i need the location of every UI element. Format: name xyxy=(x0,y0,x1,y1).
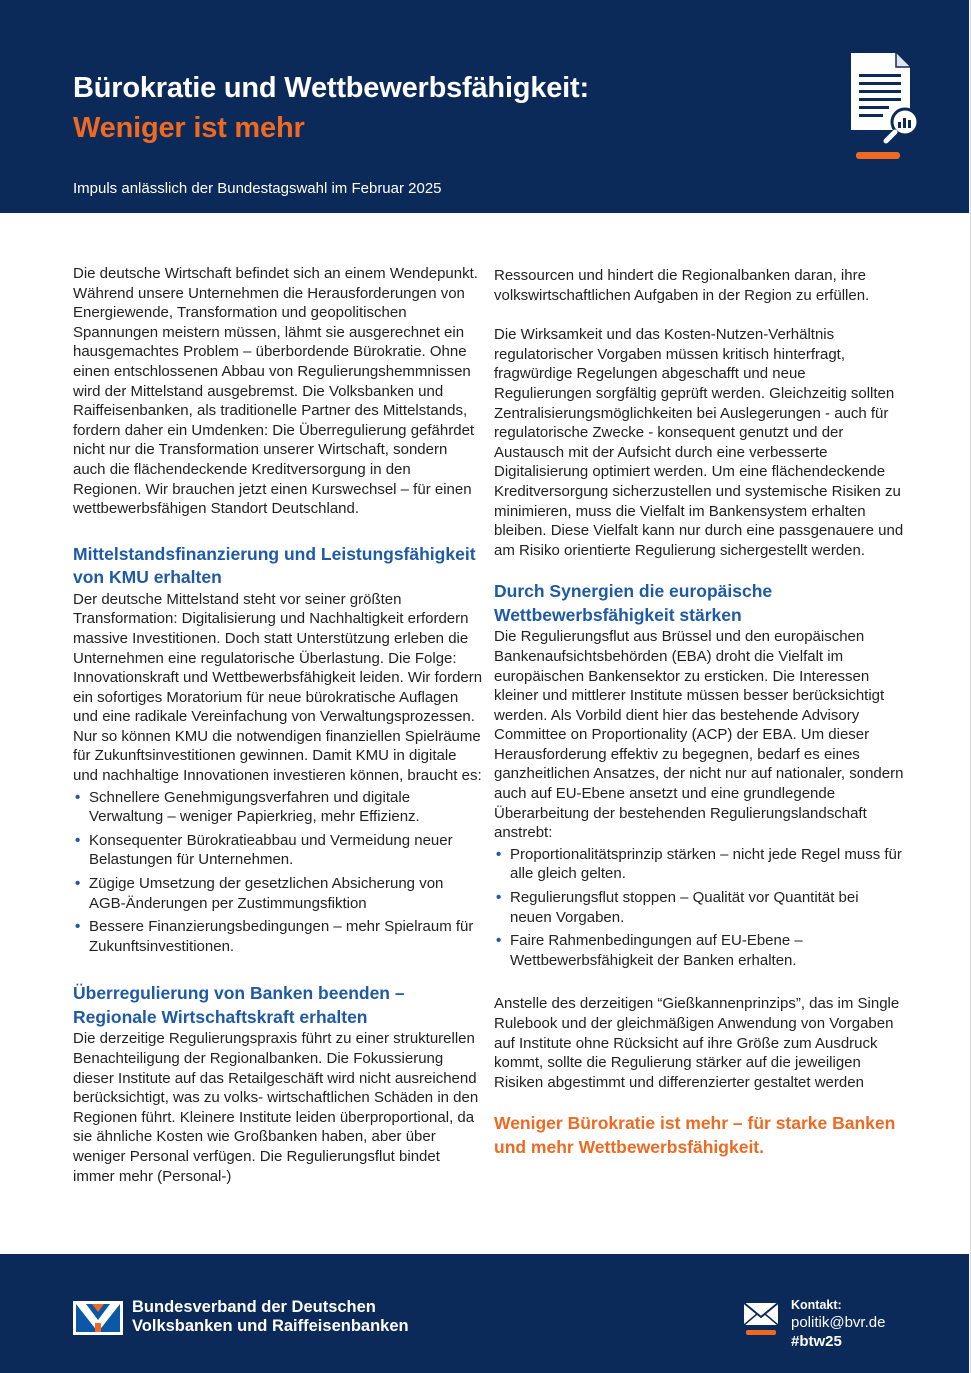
organization-name xyxy=(132,1298,409,1336)
continuation-paragraph: Ressourcen und hindert die Regionalbanken daran, ihre volkswirtschaftlichen Aufgaben in der Region zu erfüllen. xyxy=(494,267,870,304)
closing-statement: Weniger Bürokratie ist mehr – für starke Banken und mehr Wettbewerbsfähigkeit. xyxy=(494,1113,896,1157)
vr-logo-icon xyxy=(73,1301,123,1335)
contact-label: Kontakt: xyxy=(791,1298,842,1312)
bullet-list-mittelstand xyxy=(73,788,483,957)
right-column xyxy=(494,266,904,1159)
envelope-icon xyxy=(742,1299,780,1337)
section-heading-mittelstand: Mittelstandsfinanzierung und Leistungsfähigkeit von KMU erhalten xyxy=(73,543,476,588)
section-text-mittelstand: Der deutsche Mittelstand steht vor seiner größten Transformation: Digitalisierung und Nachhaltigkeit erfordern massive Investitionen. Doch statt Unterstützung erleben die Unternehmen eine regulatorische Überlastung. Die Folge: Innovationskraft und Wettbewerbsfähigkeit leiden. Wir fordern ein sofortiges Moratorium für neue bürokratische Auflagen und eine radikale Vereinfachung von Verwaltungsprozessen. Nur so können KMU die notwendigen finanziellen Spielräume für Zukunftsinvestitionen gewinnen. Damit KMU in digitale und nachhaltige Innovationen investieren können, braucht es: xyxy=(73,590,483,785)
list-item: • Regulierungsflut stoppen – Qualität vor Quantität bei neuen Vorgaben. xyxy=(494,888,904,927)
paragraph-giesskannen: Anstelle des derzeitigen “Gießkannenprinzips”, das im Single Rulebook und der gleichmäßigen Anwendung von Vorgaben auf Institute ohne Rücksicht auf ihre Größe zum Ausdruck kommt, sollte die Regulierung stärker auf die jeweiligen Risiken abgestimmt und differenzierter gestaltet werden xyxy=(494,995,900,1091)
list-item: • Bessere Finanzierungsbedingungen – mehr Spielraum für Zukunftsinvestitionen. xyxy=(73,917,483,956)
title-line-1: Bürokratie und Wettbewerbsfähigkeit: xyxy=(73,72,589,104)
list-item: • Proportionalitätsprinzip stärken – nicht jede Regel muss für alle gleich gelten. xyxy=(494,845,904,884)
section-text-synergien: Die Regulierungsflut aus Brüssel und den europäischen Bankenaufsichtsbehörden (EBA) droht die Vielfalt im europäischen Bankensektor zu ersticken. Die Interessen kleiner und mittlerer Institute müssen besser berücksichtigt werden. Als Vorbild dient hier das bestehende Advisory Committee on Proportionality (ACP) der EBA. Um dieser Herausforderung effektiv zu begegnen, bedarf es eines ganzheitlichen Ansatzes, der nicht nur auf nationaler, sondern auch auf EU-Ebene ansetzt und eine grundlegende Überarbeitung der bestehenden Regulierungslandschaft anstrebt: xyxy=(494,628,904,842)
list-item: • Schnellere Genehmigungsverfahren und digitale Verwaltung – weniger Papierkrieg, mehr Effizienz. xyxy=(73,788,483,827)
intro-paragraph: Die deutsche Wirtschaft befindet sich an einem Wendepunkt. Während unsere Unternehmen die Herausforderungen von Energiewende, Transformation und geopolitischen Spannungen meistern müssen, lähmt sie ausgerechnet ein hausgemachtes Problem – überbordende Bürokratie. Ohne einen entschlossenen Abbau von Regulierungshemmnissen wird der Mittelstand ausgebremst. Die Volksbanken und Raiffeisenbanken, als traditionelle Partner des Mittelstands, fordern daher ein Umdenken: Die Überregulierung gefährdet nicht nur die Transformation unserer Wirtschaft, sondern auch die flächendeckende Kreditversorgung in den Regionen. Wir brauchen jetzt einen Kurswechsel – für einen wettbewerbsfähigen Standort Deutschland. xyxy=(73,265,478,518)
list-item: • Faire Rahmenbedingungen auf EU-Ebene – Wettbewerbsfähigkeit der Banken erhalten. xyxy=(494,931,904,970)
left-column xyxy=(73,264,483,1186)
contact-email-link[interactable]: politik@bvr.de xyxy=(791,1314,886,1331)
org-name-line-1: Bundesverband der Deutschen xyxy=(132,1298,376,1316)
paragraph-wirksamkeit: Die Wirksamkeit und das Kosten-Nutzen-Verhältnis regulatorischer Vorgaben müssen kritisch hinterfragt, fragwürdige Regelungen abgeschafft und neue Regulierungen sorgfältig geprüft werden. Gleichzeitig sollten Zentralisierungsmöglichkeiten bei Auslegerungen - auch für regulatorische Zwecke - konsequent genutzt und der Austausch mit der Aufsicht durch eine verbesserte Digitalisierung optimiert werden. Um eine flächendeckende Kreditversorgung sicherzustellen und systemische Risiken zu minimieren, muss die Vielfalt im Bankensystem erhalten bleiben. Diese Vielfalt kann nur durch eine passgenauere und am Risiko orientierte Regulierung sichergestellt werden. xyxy=(494,326,904,559)
hashtag: #btw25 xyxy=(791,1333,842,1350)
document-search-icon xyxy=(846,50,924,162)
section-heading-synergien: Durch Synergien die europäische Wettbewerbsfähigkeit stärken xyxy=(494,581,773,625)
section-heading-ueberregulierung: Überregulierung von Banken beenden – Regionale Wirtschaftskraft erhalten xyxy=(73,983,405,1027)
list-item: • Zügige Umsetzung der gesetzlichen Absicherung von AGB-Änderungen per Zustimmungsfiktion xyxy=(73,874,483,913)
org-name-line-2: Volksbanken und Raiffeisenbanken xyxy=(132,1317,409,1335)
section-text-ueberregulierung: Die derzeitige Regulierungspraxis führt zu einer strukturellen Benachteiligung der Regionalbanken. Die Fokussierung dieser Institute auf das Retailgeschäft wird nicht ausreichend berücksichtigt, was zu volks- wirtschaftlichen Schäden in den Regionen führt. Kleinere Institute leiden überproportional, da sie ähnliche Kosten wie Großbanken haben, aber über weniger Personal verfügen. Die Regulierungsflut bindet immer mehr (Personal-) xyxy=(73,1030,479,1185)
header-banner xyxy=(0,0,969,213)
contact-block xyxy=(791,1297,885,1351)
footer-banner xyxy=(0,1254,969,1373)
bullet-list-synergien xyxy=(494,845,904,971)
subtitle: Impuls anlässlich der Bundestagswahl im Februar 2025 xyxy=(73,180,442,197)
list-item: • Konsequenter Bürokratieabbau und Vermeidung neuer Belastungen für Unternehmen. xyxy=(73,831,483,870)
title-line-2: Weniger ist mehr xyxy=(73,112,305,144)
